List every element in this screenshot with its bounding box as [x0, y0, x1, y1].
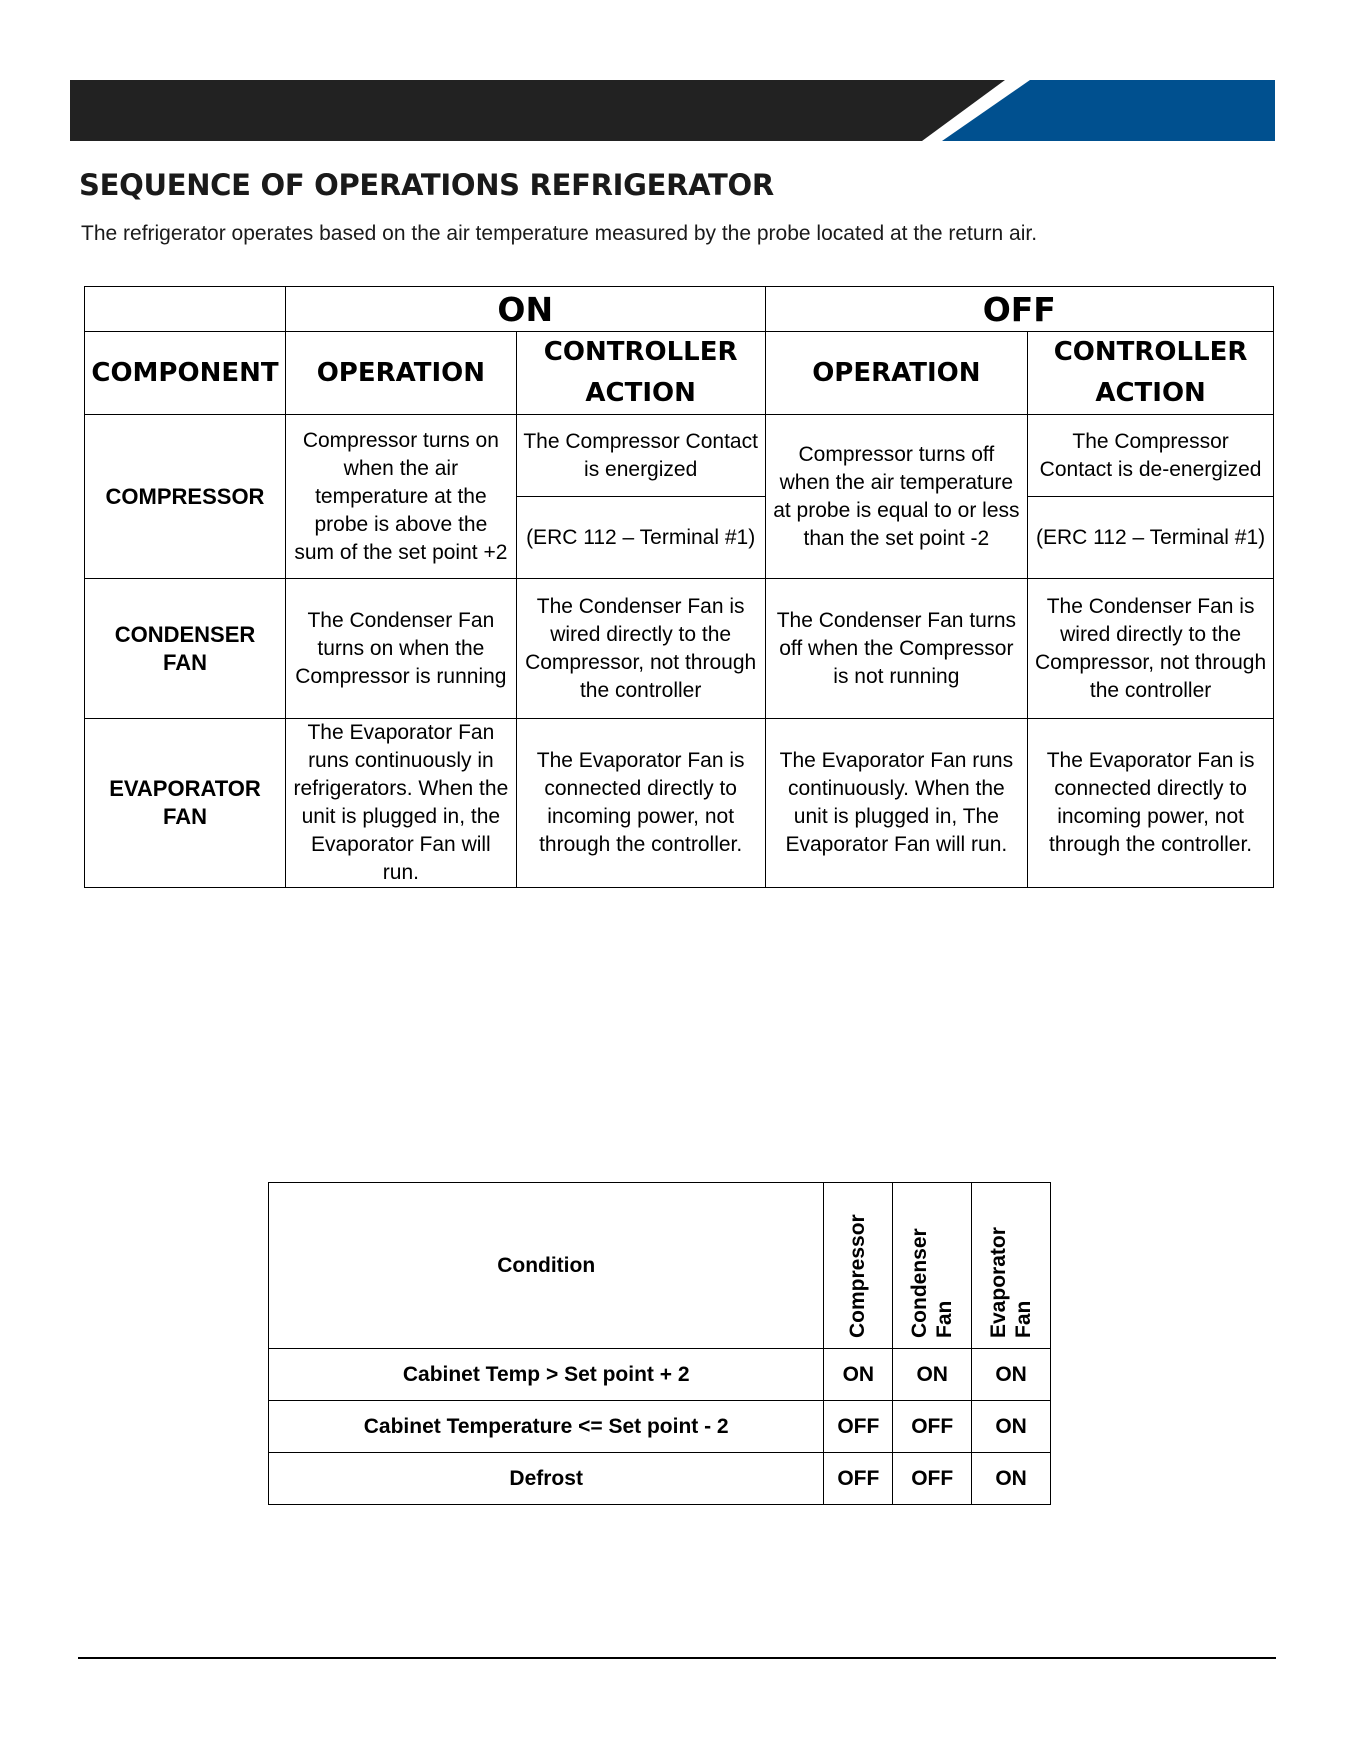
condenser-fan-component-cell: CONDENSER FAN — [85, 579, 286, 719]
condenser-fan-row — [85, 579, 1274, 719]
off-operation-header: OPERATION — [765, 332, 1028, 415]
sequence-of-operations-table — [84, 286, 1274, 888]
compressor-header — [824, 1183, 893, 1349]
banner-graphic — [70, 80, 1275, 141]
evaporator-off-operation: The Evaporator Fan runs continuously. When the unit is plugged in, The Evaporator Fan will run. — [765, 719, 1028, 888]
evaporator-state-cell: ON — [972, 1453, 1051, 1505]
condenser-state-cell: OFF — [893, 1453, 972, 1505]
evaporator-state-cell: ON — [972, 1401, 1051, 1453]
on-operation-header: OPERATION — [285, 332, 516, 415]
condenser-on-operation: The Condenser Fan turns on when the Compressor is running — [285, 579, 516, 719]
off-controller-action-header: CONTROLLER ACTION — [1028, 332, 1274, 415]
condenser-state-cell: OFF — [893, 1401, 972, 1453]
table-row — [269, 1453, 1051, 1505]
evaporator-header-label-1: Evaporator — [987, 1227, 1011, 1338]
compressor-off-action: The Compressor Contact is de-energized — [1028, 415, 1274, 497]
condition-cell: Cabinet Temp > Set point + 2 — [269, 1349, 824, 1401]
compressor-on-operation: Compressor turns on when the air temperature at the probe is above the sum of the set point +2 — [285, 415, 516, 579]
compressor-component-cell: COMPRESSOR — [85, 415, 286, 579]
evaporator-header-label-2: Fan — [1012, 1300, 1036, 1338]
footer-divider — [78, 1657, 1276, 1659]
intro-text: The refrigerator operates based on the air temperature measured by the probe located at the return air. — [81, 222, 1038, 245]
summary-header-row — [269, 1183, 1051, 1349]
condenser-off-operation: The Condenser Fan turns off when the Compressor is not running — [765, 579, 1028, 719]
evaporator-fan-header — [972, 1183, 1051, 1349]
compressor-state-cell: OFF — [824, 1453, 893, 1505]
group-header-row — [85, 287, 1274, 332]
condition-cell: Defrost — [269, 1453, 824, 1505]
compressor-on-action: The Compressor Contact is energized — [516, 415, 765, 497]
on-controller-action-header: CONTROLLER ACTION — [516, 332, 765, 415]
evaporator-fan-component-cell: EVAPORATOR FAN — [85, 719, 286, 888]
group-off-header: OFF — [765, 287, 1273, 332]
evaporator-on-action: The Evaporator Fan is connected directly to incoming power, not through the controller. — [516, 719, 765, 888]
evaporator-on-operation: The Evaporator Fan runs continuously in refrigerators. When the unit is plugged in, the Evaporator Fan will run. — [285, 719, 516, 888]
table-row — [269, 1401, 1051, 1453]
condenser-on-action: The Condenser Fan is wired directly to the Compressor, not through the controller — [516, 579, 765, 719]
compressor-state-cell: ON — [824, 1349, 893, 1401]
evaporator-state-cell: ON — [972, 1349, 1051, 1401]
compressor-row-top — [85, 415, 1274, 497]
condenser-state-cell: ON — [893, 1349, 972, 1401]
group-on-header: ON — [285, 287, 765, 332]
condenser-header-label-2: Fan — [933, 1300, 957, 1338]
compressor-header-label: Compressor — [846, 1214, 870, 1338]
page-title: SEQUENCE OF OPERATIONS REFRIGERATOR — [79, 168, 774, 202]
condition-cell: Cabinet Temperature <= Set point - 2 — [269, 1401, 824, 1453]
header-banner — [70, 80, 1275, 141]
column-header-row — [85, 332, 1274, 415]
condition-header: Condition — [269, 1183, 824, 1349]
compressor-off-operation: Compressor turns off when the air temperature at probe is equal to or less than the set point -2 — [765, 415, 1028, 579]
condenser-off-action: The Condenser Fan is wired directly to the Compressor, not through the controller — [1028, 579, 1274, 719]
condition-summary-table — [268, 1182, 1051, 1505]
compressor-on-terminal: (ERC 112 – Terminal #1) — [516, 497, 765, 579]
condenser-fan-header — [893, 1183, 972, 1349]
component-header: COMPONENT — [85, 332, 286, 415]
evaporator-fan-row — [85, 719, 1274, 888]
banner-dark-band — [70, 80, 1005, 141]
condenser-header-label-1: Condenser — [908, 1228, 932, 1338]
evaporator-off-action: The Evaporator Fan is connected directly to incoming power, not through the controller. — [1028, 719, 1274, 888]
blank-corner-cell — [85, 287, 286, 332]
table-row — [269, 1349, 1051, 1401]
compressor-state-cell: OFF — [824, 1401, 893, 1453]
compressor-off-terminal: (ERC 112 – Terminal #1) — [1028, 497, 1274, 579]
